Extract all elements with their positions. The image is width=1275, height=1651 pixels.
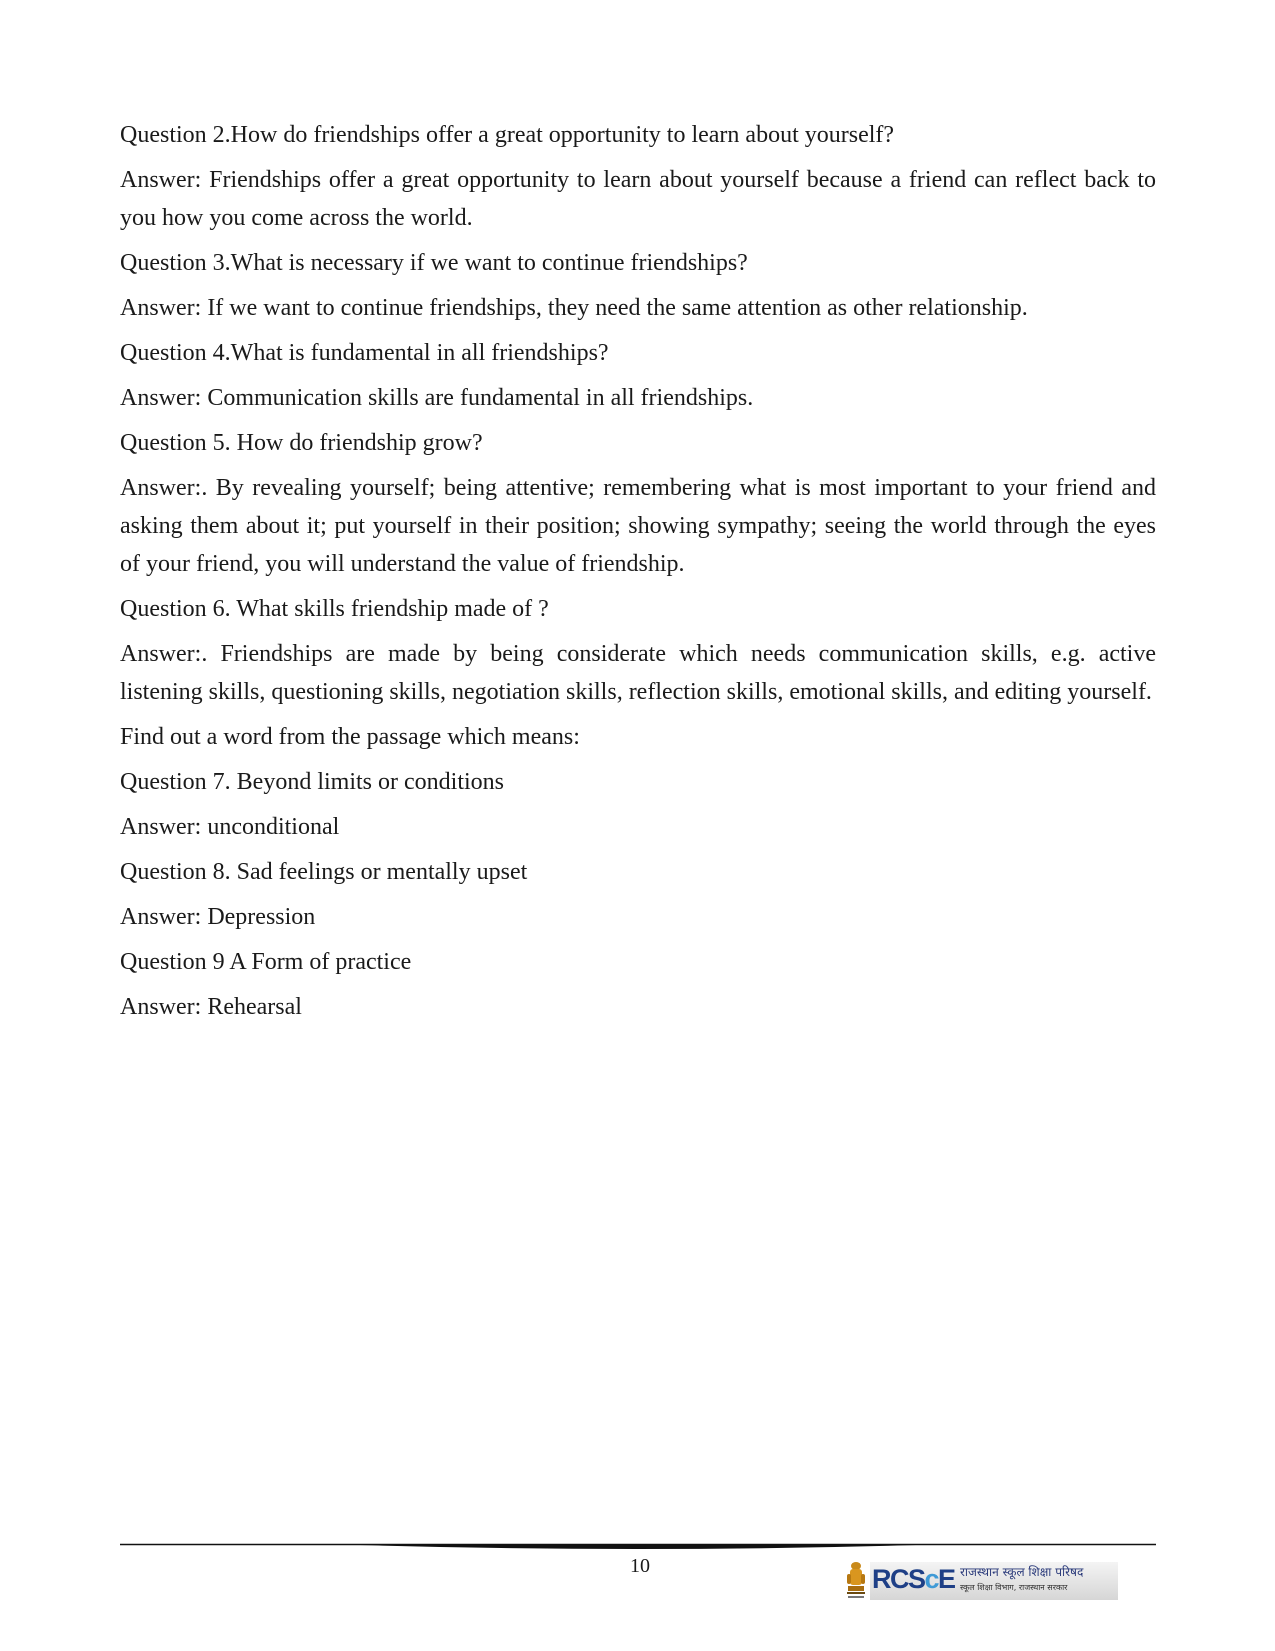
logo-subtitle: स्कूल शिक्षा विभाग, राजस्थान सरकार (960, 1583, 1068, 1592)
document-body (120, 116, 1156, 1033)
logo-title: राजस्थान स्कूल शिक्षा परिषद (960, 1565, 1084, 1579)
question-8: Question 8. Sad feelings or mentally upset (120, 859, 528, 885)
answer-3: Answer: If we want to continue friendships, they need the same attention as other relationship. (120, 295, 1028, 321)
answer-2: Answer: Friendships offer a great opportunity to learn about yourself because a friend can reflect back to you how you come across the world. (120, 167, 1156, 231)
question-6: Question 6. What skills friendship made of ? (120, 596, 549, 622)
question-4: Question 4.What is fundamental in all friendships? (120, 340, 609, 366)
state-emblem-icon (842, 1560, 870, 1602)
answer-9: Answer: Rehearsal (120, 994, 302, 1020)
question-5: Question 5. How do friendship grow? (120, 430, 483, 456)
question-7: Question 7. Beyond limits or conditions (120, 769, 504, 795)
vocabulary-instruction: Find out a word from the passage which means: (120, 724, 580, 750)
answer-5: Answer:. By revealing yourself; being attentive; remembering what is most important to your friend and asking them about it; put yourself in their position; showing sympathy; seeing the world through the eyes of your friend, you will understand the value of friendship. (120, 475, 1156, 577)
page-number: 10 (630, 1555, 650, 1577)
question-3: Question 3.What is necessary if we want to continue friendships? (120, 250, 748, 276)
rcsce-logo (842, 1560, 1118, 1604)
answer-8: Answer: Depression (120, 904, 316, 930)
answer-4: Answer: Communication skills are fundamental in all friendships. (120, 385, 754, 411)
answer-7: Answer: unconditional (120, 814, 340, 840)
answer-6: Answer:. Friendships are made by being considerate which needs communication skills, e.g. active listening skills, questioning skills, negotiation skills, reflection skills, emotional skills, and editing yourself. (120, 641, 1156, 705)
question-2: Question 2.How do friendships offer a great opportunity to learn about yourself? (120, 122, 895, 148)
logo-abbreviation: RCScE (872, 1564, 955, 1594)
question-9: Question 9 A Form of practice (120, 949, 412, 975)
